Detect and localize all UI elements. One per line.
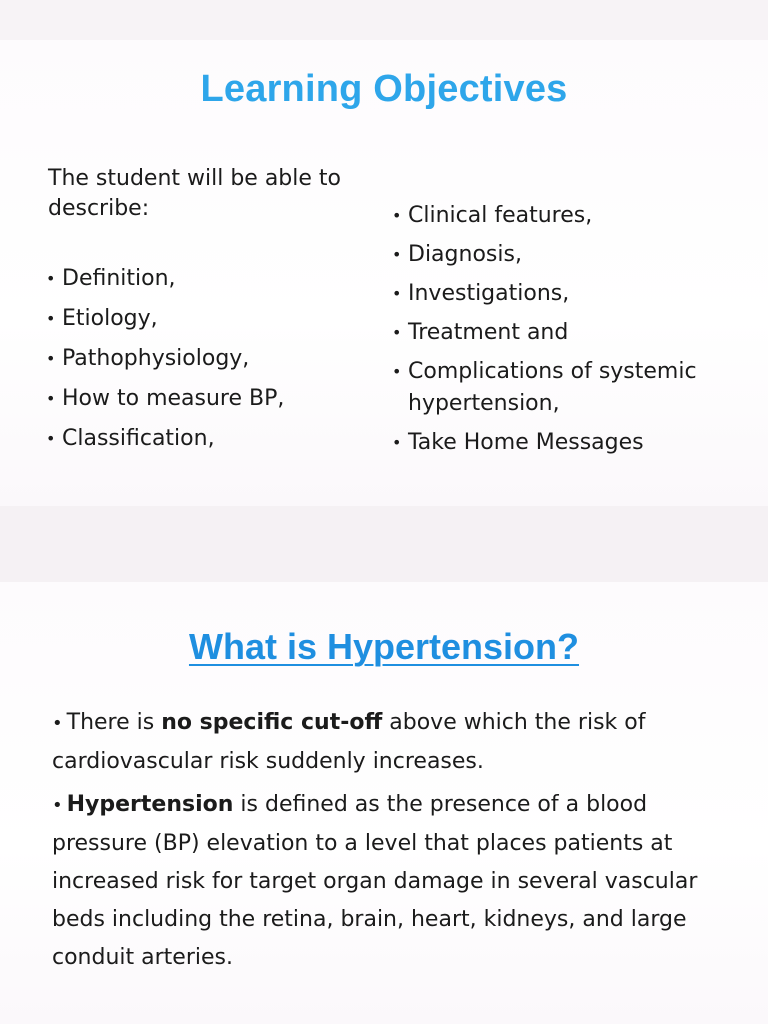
bullet-icon: • — [46, 349, 56, 368]
page-top-margin — [0, 0, 768, 40]
bullet-icon: • — [392, 206, 402, 225]
slide-learning-objectives — [0, 40, 768, 506]
definition-paragraph-2: • Hypertension is defined as the presence of a blood pressure (BP) elevation to a level that places patients at increased risk for target organ damage in several vascular beds including the retina, brain, heart, kidneys, and large conduit arteries. — [52, 792, 698, 970]
list-item: • How to measure BP, — [46, 382, 284, 422]
definition-paragraph-1: • There is no specific cut-off above which the risk of cardiovascular risk suddenly increases. — [52, 710, 646, 774]
list-item: • Treatment and — [392, 317, 698, 349]
bullet-icon: • — [392, 245, 402, 264]
intro-text: The student will be able to describe: — [48, 166, 341, 221]
list-item: • Classification, — [46, 422, 284, 462]
list-item: • Diagnosis, — [392, 239, 698, 271]
bullet-icon: • — [392, 433, 402, 452]
slide-title: What is Hypertension? — [188, 626, 580, 667]
bullet-icon: • — [46, 269, 56, 288]
emphasis-text: Hypertension — [66, 792, 234, 817]
list-item: • Etiology, — [46, 302, 284, 342]
list-item: • Investigations, — [392, 278, 698, 310]
objectives-list-right — [392, 200, 698, 466]
bullet-icon: • — [52, 713, 63, 734]
list-item: • Clinical features, — [392, 200, 698, 232]
bullet-icon: • — [392, 323, 402, 342]
list-item: • Pathophysiology, — [46, 342, 284, 382]
bullet-icon: • — [392, 284, 402, 303]
bullet-icon: • — [46, 389, 56, 408]
slide-title: Learning Objectives — [200, 68, 568, 110]
slide-what-is-hypertension — [0, 582, 768, 1024]
bullet-icon: • — [46, 429, 56, 448]
slide-divider-gap — [0, 506, 768, 582]
objectives-list-left — [46, 262, 284, 462]
bullet-icon: • — [52, 795, 63, 816]
bullet-icon: • — [46, 309, 56, 328]
bullet-icon: • — [392, 362, 402, 381]
emphasis-text: no specific cut-off — [161, 710, 383, 735]
list-item: • Take Home Messages — [392, 427, 698, 459]
list-item: • Complications of systemic hypertension, — [392, 356, 698, 420]
list-item: • Definition, — [46, 262, 284, 302]
